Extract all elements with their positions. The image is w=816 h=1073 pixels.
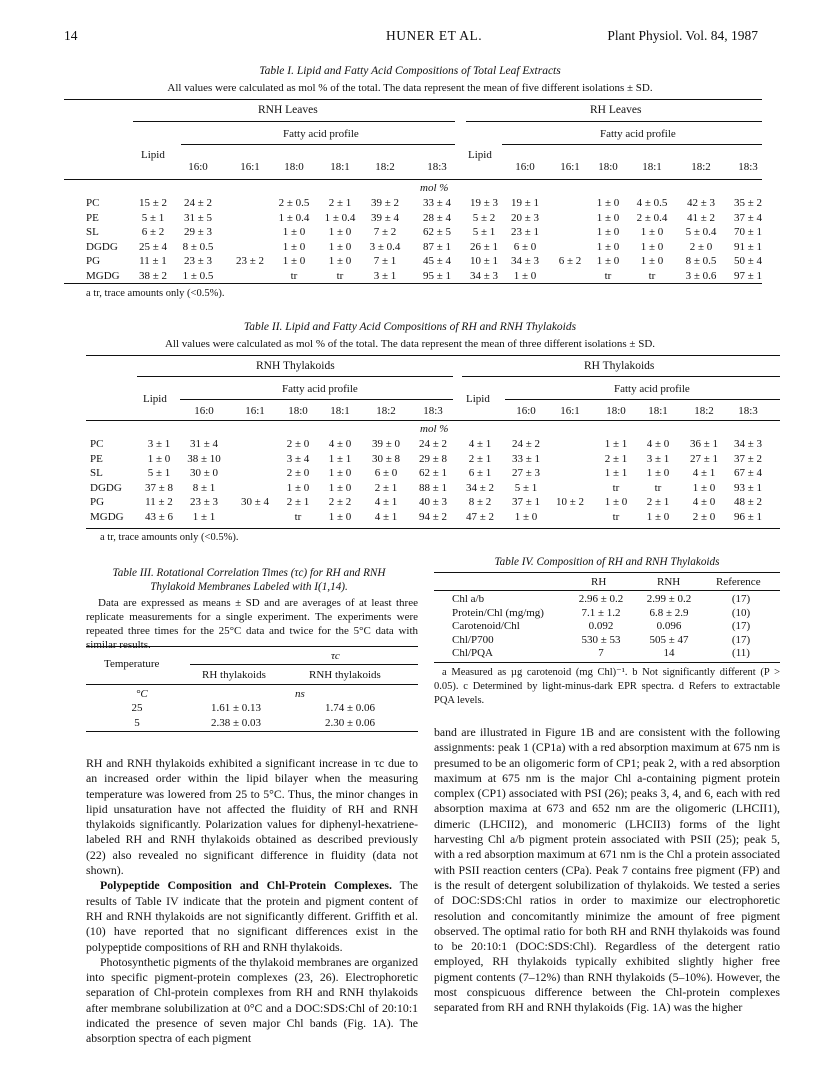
- table2-cell: 48 ± 2: [733, 496, 763, 508]
- left-column-text: [86, 756, 418, 1047]
- table2-cell: 62 ± 1: [418, 467, 448, 479]
- table1-profile-rule-left: [181, 144, 455, 145]
- table1-cell: 42 ± 3: [686, 197, 716, 209]
- table2-cell: 1 ± 1: [604, 467, 628, 479]
- table1-cell: 62 ± 5: [422, 226, 452, 238]
- table4-label: Chl/P700: [452, 633, 494, 646]
- table1-cell: 4 ± 0.5: [636, 197, 668, 209]
- table1-group-rule-right: [466, 121, 762, 122]
- table1-cell: 1 ± 0: [282, 240, 306, 253]
- table2-cell: 1 ± 0: [147, 452, 171, 465]
- table1-cell: tr: [648, 269, 656, 282]
- table3-top-rule: [86, 646, 418, 647]
- table1-header-rule: [64, 179, 762, 180]
- journal-citation: Plant Physiol. Vol. 84, 1987: [607, 28, 758, 43]
- table1-group-rh: RH Leaves: [590, 104, 642, 116]
- table2-row-lipid: PG: [90, 496, 105, 508]
- table2-cell: 37 ± 8: [144, 481, 174, 494]
- table2-cell: 96 ± 1: [733, 510, 763, 523]
- table3-temp: 5: [134, 717, 140, 729]
- table2-cell: 30 ± 8: [371, 452, 401, 465]
- table2-cell: 11 ± 2: [145, 496, 173, 508]
- table2-cell: 2 ± 1: [286, 496, 310, 508]
- table2-profile-right: Fatty acid profile: [614, 383, 690, 395]
- table3-rnh: 2.30 ± 0.06: [324, 717, 376, 729]
- table2-cell: 88 ± 1: [418, 481, 448, 494]
- table1-fa-right-0: 16:0: [515, 161, 535, 173]
- section-heading: Polypeptide Composition and Chl-Protein Complexes.: [100, 878, 392, 893]
- table1-cell: tr: [290, 269, 298, 282]
- table1-cell: 23 ± 2: [235, 255, 265, 267]
- table1-cell: 35 ± 2: [733, 197, 763, 209]
- table2-header-rule: [86, 420, 780, 421]
- table2-cell: 2 ± 0: [286, 438, 310, 450]
- table1-fa-right-2: 18:0: [598, 161, 618, 173]
- table2-fa-left-2: 18:0: [288, 405, 308, 417]
- table4-rh: 2.96 ± 0.2: [578, 593, 624, 605]
- table2-cell: 30 ± 0: [189, 467, 219, 479]
- table1-fa-left-2: 18:0: [284, 161, 304, 173]
- table1-cell: 5 ± 1: [141, 211, 165, 224]
- table1-cell: 19 ± 1: [510, 197, 540, 209]
- table2-cell: tr: [294, 510, 302, 523]
- left-paragraph-2: Polypeptide Composition and Chl-Protein Complexes. The results of Table IV indicate that the protein and pigment content of RH and RNH thylakoids are not significantly different. Griffith et al. (10) have reported that no significant differences exist in the polypeptide compositions of RH and RNH thylakoids.: [86, 878, 418, 954]
- table2-cell: 94 ± 2: [418, 510, 448, 523]
- table1-cell: 6 ± 2: [141, 226, 165, 238]
- table1-cell: tr: [336, 269, 344, 282]
- table3-unit-temp: °C: [136, 688, 148, 700]
- table2-cell: 38 ± 10: [187, 452, 221, 465]
- table2-bottom-rule: [86, 528, 780, 529]
- table4-caption: Table IV. Composition of RH and RNH Thylakoids: [494, 556, 720, 568]
- table2-fa-right-4: 18:2: [694, 405, 714, 417]
- table1-cell: 1 ± 0: [328, 226, 352, 238]
- table1-lipid-right: Lipid: [468, 149, 492, 161]
- table2-group-rh: RH Thylakoids: [584, 360, 655, 372]
- table2-cell: 4 ± 1: [468, 438, 492, 450]
- table2-cell: 2 ± 0: [692, 510, 716, 523]
- table2-row-lipid: PE: [90, 452, 103, 465]
- table4-ref: (17): [731, 620, 751, 632]
- table1-row-lipid: MGDG: [86, 269, 120, 282]
- table4-top-rule: [434, 572, 780, 573]
- table1-cell: 8 ± 0.5: [182, 240, 214, 253]
- table4-rnh: 2.99 ± 0.2: [646, 593, 692, 605]
- table2-cell: 5 ± 1: [514, 481, 538, 494]
- table1-cell: 5 ± 2: [472, 211, 496, 224]
- table1-cell: 6 ± 2: [558, 255, 582, 267]
- table1-cell: 11 ± 1: [139, 255, 167, 267]
- table2-cell: 6 ± 1: [468, 467, 492, 479]
- right-paragraph-1: band are illustrated in Figure 1B and are consistent with the following assignments: peak 1 (CP1a) with a red absorption maximum at 675 nm is presumed to be an oligomeric form of CP1; peak 2, with a red absorption maximum at 675 nm is the major Chl a-containing pigment protein complex (CP1) associated with PSI (26); peaks 3, 4, and 6, each with red absorption maxima at 673 and 652 nm are the oligomeric (LHCII1), dimeric (LHCII2), and monomeric (LHCII3) forms of the light harvesting Chl a/b pigment protein associated with PSII (25); peak 5, with a red absorption maximum at 671 nm is the Chl a protein associated with PSII reaction centers (CPa). Peak 7 contains free pigment (FP) and is the result of detergent solubilization of thylakoids. We tested a series of DOC:SDS:Chl ratios in order to maximize our electrophoretic resolution and concomitantly minimize the amount of free pigment observed. The optimal ratio for both RH and RNH thylakoids was found to be 20:10:1 (DOC:SDS:Chl). Regardless of the detergent ratio employed, RH thylakoids typically exhibited slightly higher free pigment contents (7–12%) than RNH thylakoids (5–10%). However, the most conspicuous difference between the Chl-protein complexes separated from RH and RNH thylakoids (Fig. 1A) was the higher: [434, 725, 780, 1015]
- table3-rh-header: RH thylakoids: [202, 669, 266, 681]
- table1-cell: 2 ± 1: [328, 197, 352, 209]
- table1-cell: 6 ± 0: [513, 240, 537, 253]
- table2-cell: 24 ± 2: [418, 438, 448, 450]
- table2-cell: 2 ± 1: [374, 481, 398, 494]
- table1-caption: Table I. Lipid and Fatty Acid Compositions of Total Leaf Extracts: [259, 65, 561, 77]
- table4-rh: 7: [598, 647, 604, 659]
- table2-footnote: a tr, trace amounts only (<0.5%).: [100, 532, 239, 543]
- table4-ref: (10): [731, 606, 751, 619]
- table4-ref: (17): [731, 633, 751, 646]
- table1-cell: 1 ± 0: [596, 226, 620, 238]
- table2-cell: 1 ± 0: [514, 510, 538, 523]
- table3-caption: Table III. Rotational Correlation Times (τc) for RH and RNH Thylakoid Membranes Labeled with I(1,14).: [112, 567, 386, 593]
- table1-cell: 31 ± 5: [183, 211, 213, 224]
- table1-fa-left-3: 18:1: [330, 161, 350, 173]
- table3-rh: 2.38 ± 0.03: [210, 717, 262, 729]
- table1-row-lipid: SL: [86, 226, 99, 238]
- table2-cell: 2 ± 1: [468, 452, 492, 465]
- table2-cell: tr: [612, 481, 620, 494]
- table1-cell: 15 ± 2: [138, 197, 168, 209]
- table1-cell: 3 ± 0.6: [685, 269, 717, 282]
- table2-fa-left-4: 18:2: [376, 405, 396, 417]
- table1-cell: 2 ± 0.4: [636, 211, 668, 224]
- table1-cell: 19 ± 3: [469, 197, 499, 209]
- table2-cell: 1 ± 0: [646, 510, 670, 523]
- table2-cell: 27 ± 3: [511, 467, 541, 479]
- table1-cell: 2 ± 0.5: [278, 197, 310, 209]
- table1-cell: 3 ± 0.4: [369, 240, 401, 253]
- table4-rnh: 6.8 ± 2.9: [649, 606, 689, 619]
- table1-footnote: a tr, trace amounts only (<0.5%).: [86, 288, 225, 299]
- table2-cell: 2 ± 1: [604, 452, 628, 465]
- table4-rh: 7.1 ± 1.2: [581, 606, 621, 619]
- table1-row-lipid: DGDG: [86, 240, 118, 253]
- table1-cell: 1 ± 0.4: [278, 211, 310, 224]
- table2-cell: 67 ± 4: [733, 467, 763, 479]
- table3-tau-header: τc: [331, 650, 340, 662]
- table2-group-rule-left: [137, 376, 453, 377]
- table2-cell: 47 ± 2: [465, 510, 495, 523]
- table1-cell: 23 ± 3: [183, 255, 213, 267]
- table2-profile-left: Fatty acid profile: [282, 383, 358, 395]
- table4-rnh: 14: [663, 647, 675, 659]
- table1-cell: 3 ± 1: [373, 269, 397, 282]
- table1-cell: 33 ± 4: [422, 197, 452, 209]
- table2-cell: 1 ± 0: [286, 481, 310, 494]
- table1-cell: 37 ± 4: [733, 211, 763, 224]
- table2-cell: 23 ± 3: [189, 496, 219, 508]
- table2-cell: 8 ± 1: [192, 481, 216, 494]
- table1-fa-left-1: 16:1: [240, 161, 260, 173]
- table4-label: Chl/PQA: [452, 647, 493, 659]
- table2-cell: 4 ± 1: [374, 510, 398, 523]
- table2-cell: 10 ± 2: [555, 496, 585, 508]
- table4-rh: 0.092: [588, 620, 614, 632]
- table2-cell: 3 ± 4: [286, 452, 310, 465]
- table2-cell: 2 ± 0: [286, 467, 310, 479]
- table1-profile-left: Fatty acid profile: [283, 128, 359, 140]
- table1-cell: 41 ± 2: [686, 211, 716, 224]
- table1-cell: 8 ± 0.5: [685, 255, 717, 267]
- table2-cell: 1 ± 0: [646, 467, 670, 479]
- table3-unit-tau: ns: [295, 688, 305, 700]
- table2-cell: 1 ± 0: [328, 467, 352, 479]
- table4-rnh: 505 ± 47: [649, 633, 689, 646]
- table2-fa-right-1: 16:1: [560, 405, 580, 417]
- table2-fa-right-3: 18:1: [648, 405, 668, 417]
- table1-profile-right: Fatty acid profile: [600, 128, 676, 140]
- right-column-text: [434, 725, 780, 1016]
- table2-lipid-left: Lipid: [143, 393, 167, 405]
- table2-cell: 4 ± 1: [692, 467, 716, 479]
- table1-cell: 1 ± 0: [596, 197, 620, 209]
- table2-lipid-right: Lipid: [466, 393, 490, 405]
- table2-row-lipid: PC: [90, 438, 104, 450]
- table2-cell: 4 ± 1: [374, 496, 398, 508]
- table1-cell: 23 ± 1: [510, 226, 540, 238]
- table1-fa-left-0: 16:0: [188, 161, 208, 173]
- table2-cell: 1 ± 1: [604, 438, 628, 450]
- table1-cell: 34 ± 3: [469, 269, 499, 282]
- table1-cell: 1 ± 0: [596, 240, 620, 253]
- table1-unit: mol %: [420, 182, 449, 194]
- table4-ref-header: Reference: [716, 576, 761, 588]
- table1-cell: 70 ± 1: [733, 226, 763, 238]
- table1-cell: 50 ± 4: [733, 255, 763, 267]
- table2-cell: 6 ± 0: [374, 467, 398, 479]
- table1-cell: 39 ± 2: [370, 197, 400, 209]
- table3-rnh: 1.74 ± 0.06: [324, 702, 376, 714]
- table2-cell: 1 ± 0: [328, 481, 352, 494]
- table2-caption: Table II. Lipid and Fatty Acid Compositions of RH and RNH Thylakoids: [243, 321, 577, 333]
- table2-cell: 37 ± 1: [511, 496, 541, 508]
- table1-cell: 1 ± 0.4: [324, 211, 356, 224]
- table1-cell: 1 ± 0: [596, 211, 620, 224]
- table1-cell: 38 ± 2: [138, 269, 168, 282]
- table1-fa-left-4: 18:2: [375, 161, 395, 173]
- table3-temp-header: Temperature: [104, 658, 160, 670]
- table3-rh: 1.61 ± 0.13: [210, 702, 262, 714]
- table1-cell: 1 ± 0: [328, 255, 352, 267]
- table2-cell: 30 ± 4: [240, 496, 270, 508]
- table4-label: Carotenoid/Chl: [452, 620, 520, 632]
- table2-top-rule: [86, 355, 780, 356]
- table2-row-lipid: SL: [90, 467, 103, 479]
- table1-cell: 29 ± 3: [183, 226, 213, 238]
- table1-group-rnh: RNH Leaves: [258, 104, 318, 116]
- table2-cell: 1 ± 1: [328, 452, 352, 465]
- table1-bottom-rule: [64, 283, 762, 284]
- table2-cell: 27 ± 1: [689, 452, 719, 465]
- table4-ref: (11): [732, 647, 750, 659]
- table1-cell: 28 ± 4: [422, 211, 452, 224]
- table1-fa-right-3: 18:1: [642, 161, 662, 173]
- table1-fa-left-5: 18:3: [427, 161, 447, 173]
- table1-cell: 7 ± 1: [373, 255, 397, 267]
- table2-cell: 2 ± 1: [646, 496, 670, 508]
- table2-row-lipid: DGDG: [90, 481, 122, 494]
- table2-fa-left-5: 18:3: [423, 405, 443, 417]
- table3-bottom-rule: [86, 731, 418, 732]
- table1-group-rule-left: [133, 121, 455, 122]
- table1-cell: 20 ± 3: [510, 211, 540, 224]
- table2-subcaption: All values were calculated as mol % of the total. The data represent the mean of three different isolations ± SD.: [164, 338, 656, 350]
- table1-row-lipid: PC: [86, 197, 100, 209]
- table2-fa-right-5: 18:3: [738, 405, 758, 417]
- table2-cell: 4 ± 0: [692, 496, 716, 508]
- table2-group-rnh: RNH Thylakoids: [256, 360, 335, 372]
- table2-fa-right-0: 16:0: [516, 405, 536, 417]
- table1-cell: 5 ± 0.4: [685, 226, 717, 238]
- table2-fa-left-3: 18:1: [330, 405, 350, 417]
- table1-cell: 1 ± 0.5: [182, 269, 214, 282]
- table2-cell: 40 ± 3: [418, 496, 448, 508]
- table3-tau-rule: [190, 664, 418, 665]
- table1-cell: 34 ± 3: [510, 255, 540, 267]
- table4-ref: (17): [731, 593, 751, 605]
- table1-cell: 25 ± 4: [138, 240, 168, 253]
- table2-cell: 3 ± 1: [147, 438, 171, 450]
- table1-row-lipid: PG: [86, 255, 101, 267]
- table1-cell: 1 ± 0: [513, 269, 537, 282]
- table2-cell: 1 ± 0: [604, 496, 628, 508]
- left-paragraph-3: Photosynthetic pigments of the thylakoid membranes are organized into specific pigment-protein complexes (23, 26). Electrophoretic separation of Chl-protein complexes from RH and RNH thylakoids after membrane solubilization at 0°C and a DOC:SDS:Chl of 20:10:1 indicated the presence of seven major Chl bands (Fig. 1A). The absorption spectra of each pigment: [86, 954, 418, 1046]
- table2-cell: 31 ± 4: [189, 438, 219, 450]
- page-number: 14: [64, 28, 78, 43]
- table2-cell: tr: [654, 481, 662, 494]
- table1-cell: 91 ± 1: [733, 240, 763, 253]
- table2-fa-right-2: 18:0: [606, 405, 626, 417]
- table2-cell: 3 ± 1: [646, 452, 670, 465]
- left-paragraph-1: RH and RNH thylakoids exhibited a significant increase in τc due to an increased order within the lipid bilayer when the measuring temperature was lowered from 25 to 5°C. Thus, the minor changes in lipid unsaturation have not affected the fluidity of RH and RNH thylakoids significantly. Polarization values for diphenyl-hexatriene-labeled RH and RNH thylakoids obtained as described previously (22) also revealed no significant difference in fluidity (data not shown).: [86, 756, 418, 878]
- table2-row-lipid: MGDG: [90, 510, 124, 523]
- running-authors: HUNER ET AL.: [386, 28, 483, 43]
- table2-cell: 1 ± 0: [328, 510, 352, 523]
- table2-cell: 34 ± 3: [733, 438, 763, 450]
- table4-rh: 530 ± 53: [581, 633, 621, 646]
- table1-cell: 24 ± 2: [183, 197, 213, 209]
- table4-rh-header: RH: [591, 576, 607, 588]
- table3-rnh-header: RNH thylakoids: [309, 669, 381, 681]
- table4-label: Chl a/b: [452, 593, 485, 605]
- table2-cell: 93 ± 1: [733, 481, 763, 494]
- table2-unit: mol %: [420, 423, 449, 435]
- table1-cell: 1 ± 0: [640, 240, 664, 253]
- table2-cell: 1 ± 0: [692, 481, 716, 494]
- table3-header-rule: [86, 684, 418, 685]
- table1-profile-rule-right: [502, 144, 762, 145]
- table3-temp: 25: [131, 702, 143, 714]
- table1-cell: tr: [604, 269, 612, 282]
- table1-cell: 95 ± 1: [422, 269, 452, 282]
- table2-cell: 4 ± 0: [328, 438, 352, 450]
- table1-cell: 5 ± 1: [472, 226, 496, 238]
- table1-cell: 1 ± 0: [328, 240, 352, 253]
- table1-fa-right-1: 16:1: [560, 161, 580, 173]
- table1-cell: 39 ± 4: [370, 211, 400, 224]
- table2-cell: 39 ± 0: [371, 438, 401, 450]
- table1-cell: 45 ± 4: [422, 255, 452, 267]
- table2-cell: 5 ± 1: [147, 467, 171, 479]
- table2-fa-left-1: 16:1: [245, 405, 265, 417]
- table1-row-lipid: PE: [86, 211, 99, 224]
- table2-cell: 33 ± 1: [511, 452, 541, 465]
- table2-cell: 34 ± 2: [465, 481, 495, 494]
- table2-cell: 36 ± 1: [689, 438, 719, 450]
- table2-fa-left-0: 16:0: [194, 405, 214, 417]
- table1-fa-right-5: 18:3: [738, 161, 758, 173]
- table2-cell: 29 ± 8: [418, 452, 448, 465]
- table4-label: Protein/Chl (mg/mg): [452, 606, 544, 619]
- table4-rnh-header: RNH: [657, 576, 681, 588]
- table2-cell: 37 ± 2: [733, 452, 763, 465]
- table1-cell: 1 ± 0: [282, 226, 306, 238]
- table2-profile-rule-left: [180, 399, 453, 400]
- table1-cell: 10 ± 1: [469, 255, 499, 267]
- table4-rnh: 0.096: [656, 620, 682, 632]
- table1-cell: 1 ± 0: [282, 255, 306, 267]
- table2-cell: tr: [612, 510, 620, 523]
- table1-cell: 97 ± 1: [733, 269, 763, 282]
- table2-cell: 4 ± 0: [646, 438, 670, 450]
- table1-lipid-left: Lipid: [141, 149, 165, 161]
- table4-bottom-rule: [434, 662, 780, 663]
- table2-cell: 43 ± 6: [144, 510, 174, 523]
- table2-cell: 1 ± 1: [192, 510, 216, 523]
- table1-cell: 1 ± 0: [640, 226, 664, 238]
- table1-cell: 7 ± 2: [373, 226, 397, 238]
- table2-cell: 2 ± 2: [328, 496, 352, 508]
- table1-fa-right-4: 18:2: [691, 161, 711, 173]
- table1-top-rule: [64, 99, 762, 100]
- table2-profile-rule-right: [505, 399, 780, 400]
- table2-cell: 8 ± 2: [468, 496, 492, 508]
- table4-header-rule: [434, 590, 780, 591]
- table3-note: Data are expressed as means ± SD and are averages of at least three replicate measurements for a single experiment. The experiments were repeated three times for the 25°C data and twice for the 5°C data with similar results.: [86, 597, 418, 651]
- table2-group-rule-right: [462, 376, 780, 377]
- table1-cell: 2 ± 0: [689, 240, 713, 253]
- table2-cell: 24 ± 2: [511, 438, 541, 450]
- table1-cell: 87 ± 1: [422, 240, 452, 253]
- table1-cell: 26 ± 1: [469, 240, 499, 253]
- table1-subcaption: All values were calculated as mol % of the total. The data represent the mean of five different isolations ± SD.: [167, 82, 653, 94]
- table1-cell: 1 ± 0: [596, 255, 620, 267]
- table4-footnote: a Measured as µg carotenoid (mg Chl)⁻¹. b Not significantly different (P > 0.05). c Determined by light-minus-dark EPR spectra. d Refers to extractable PQA levels.: [434, 667, 780, 706]
- table1-cell: 1 ± 0: [640, 255, 664, 267]
